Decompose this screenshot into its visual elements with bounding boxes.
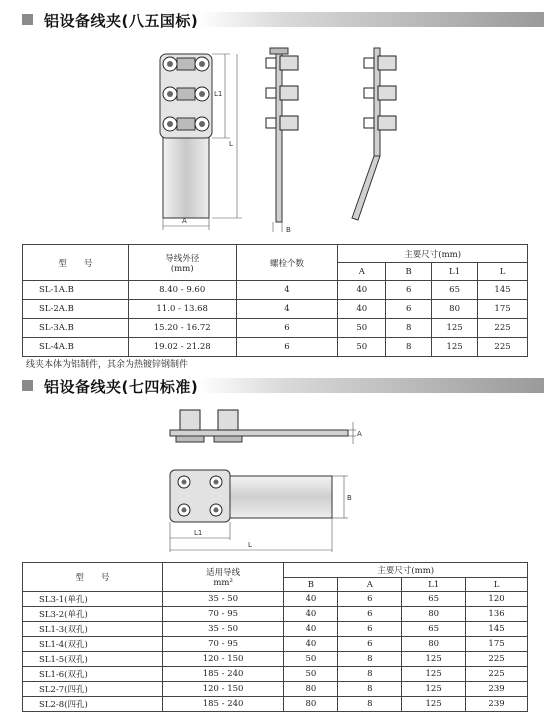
cell-b: 8 — [386, 319, 432, 338]
cell-l: 225 — [466, 652, 528, 667]
table-header-row — [23, 563, 528, 578]
header-wire-label: 导线外径 — [165, 253, 200, 264]
header-wire-unit: mm² — [213, 578, 233, 588]
cell-wire: 19.02 - 21.28 — [128, 338, 236, 357]
section-bullet-icon — [22, 380, 33, 391]
section1-technical-drawing — [130, 34, 420, 242]
dim-label-b: B — [347, 494, 352, 502]
header-l1: L1 — [432, 263, 478, 281]
dim-label-l1: L1 — [214, 90, 223, 98]
cell-b: 6 — [386, 281, 432, 300]
cell-l1: 65 — [432, 281, 478, 300]
cell-model: SL-2A.B — [23, 300, 129, 319]
cell-bolts: 4 — [236, 300, 338, 319]
clamp-front-view — [160, 54, 242, 230]
cell-bolts: 6 — [236, 319, 338, 338]
cell-a: 6 — [338, 622, 402, 637]
cell-a: 8 — [338, 682, 402, 697]
section2-spec-table — [22, 562, 528, 712]
cell-a: 40 — [338, 281, 386, 300]
section-bullet-icon — [22, 14, 33, 25]
section2-technical-drawing — [150, 400, 380, 558]
header-wire-unit: (mm) — [170, 263, 194, 274]
header-main-dims: 主要尺寸(mm) — [284, 563, 528, 578]
dim-label-l: L — [229, 140, 233, 148]
section1-title: 铝设备线夹(八五国标) — [44, 12, 199, 30]
cell-b: 40 — [284, 622, 338, 637]
cell-l1: 125 — [402, 667, 466, 682]
cell-l1: 80 — [432, 300, 478, 319]
cell-wire: 185 - 240 — [162, 697, 284, 712]
cell-wire: 120 - 150 — [162, 652, 284, 667]
cell-a: 6 — [338, 607, 402, 622]
cell-l1: 80 — [402, 637, 466, 652]
dim-label-b: B — [286, 226, 291, 234]
header-b: B — [284, 578, 338, 592]
cell-b: 6 — [386, 300, 432, 319]
section2-header — [8, 374, 544, 398]
dim-label-a: A — [182, 217, 187, 225]
cell-wire: 35 - 50 — [162, 592, 284, 607]
cell-wire: 15.20 - 16.72 — [128, 319, 236, 338]
cell-b: 80 — [284, 682, 338, 697]
dim-label-l: L — [248, 541, 252, 549]
cell-a: 50 — [338, 338, 386, 357]
cell-bolts: 6 — [236, 338, 338, 357]
cell-wire: 120 - 150 — [162, 682, 284, 697]
header-l: L — [466, 578, 528, 592]
cell-wire: 70 - 95 — [162, 637, 284, 652]
cell-model: SL1-3(双孔) — [23, 622, 163, 637]
table-row — [23, 622, 528, 637]
cell-model: SL2-7(四孔) — [23, 682, 163, 697]
clamp-side-view — [266, 48, 298, 234]
table-row — [23, 682, 528, 697]
header-gradient-bar — [198, 12, 544, 27]
table-row — [23, 338, 528, 357]
cell-l: 175 — [466, 637, 528, 652]
cell-b: 40 — [284, 592, 338, 607]
table-row — [23, 319, 528, 338]
section1-header — [8, 8, 544, 32]
cell-model: SL1-6(双孔) — [23, 667, 163, 682]
cell-l1: 125 — [402, 697, 466, 712]
cell-wire: 70 - 95 — [162, 607, 284, 622]
header-wire — [162, 563, 284, 592]
cell-l1: 125 — [432, 338, 478, 357]
cell-wire: 35 - 50 — [162, 622, 284, 637]
cell-model: SL1-4(双孔) — [23, 637, 163, 652]
header-wire-label: 适用导线 — [206, 568, 241, 578]
clamp-bent-view — [352, 48, 396, 220]
cell-l1: 65 — [402, 592, 466, 607]
bolt-group-front — [163, 57, 209, 131]
cell-l: 175 — [478, 300, 528, 319]
cell-b: 8 — [386, 338, 432, 357]
cell-l: 145 — [478, 281, 528, 300]
table-row — [23, 592, 528, 607]
header-l: L — [478, 263, 528, 281]
header-model: 型 号 — [23, 563, 163, 592]
header-a: A — [338, 263, 386, 281]
section2-title: 铝设备线夹(七四标准) — [44, 378, 199, 396]
cell-b: 80 — [284, 697, 338, 712]
dim-label-a: A — [357, 430, 362, 438]
cell-a: 8 — [338, 697, 402, 712]
cell-b: 50 — [284, 652, 338, 667]
section1-spec-table — [22, 244, 528, 357]
cell-a: 50 — [338, 319, 386, 338]
dim-label-l1: L1 — [194, 529, 203, 537]
cell-l1: 125 — [432, 319, 478, 338]
cell-b: 50 — [284, 667, 338, 682]
cell-a: 6 — [338, 592, 402, 607]
cell-b: 40 — [284, 637, 338, 652]
cell-l: 239 — [466, 697, 528, 712]
table-row — [23, 697, 528, 712]
cell-model: SL2-8(四孔) — [23, 697, 163, 712]
header-bolts: 螺栓个数 — [236, 245, 338, 281]
header-a: A — [338, 578, 402, 592]
cell-model: SL3-1(单孔) — [23, 592, 163, 607]
table-row — [23, 667, 528, 682]
header-wire — [128, 245, 236, 281]
cell-model: SL-1A.B — [23, 281, 129, 300]
header-l1: L1 — [402, 578, 466, 592]
cell-wire: 185 - 240 — [162, 667, 284, 682]
cell-l: 239 — [466, 682, 528, 697]
cell-wire: 11.0 - 13.68 — [128, 300, 236, 319]
cell-bolts: 4 — [236, 281, 338, 300]
header-b: B — [386, 263, 432, 281]
cell-b: 40 — [284, 607, 338, 622]
table-row — [23, 607, 528, 622]
cell-wire: 8.40 - 9.60 — [128, 281, 236, 300]
header-main-dims: 主要尺寸(mm) — [338, 245, 528, 263]
cell-l: 225 — [478, 338, 528, 357]
header-model: 型 号 — [23, 245, 129, 281]
cell-l1: 125 — [402, 652, 466, 667]
cell-model: SL1-5(双孔) — [23, 652, 163, 667]
cell-model: SL3-2(单孔) — [23, 607, 163, 622]
cell-model: SL-4A.B — [23, 338, 129, 357]
cell-l: 225 — [466, 667, 528, 682]
clamp-plan-view — [170, 470, 352, 552]
cell-a: 8 — [338, 652, 402, 667]
table-row — [23, 637, 528, 652]
cell-l: 120 — [466, 592, 528, 607]
cell-l: 225 — [478, 319, 528, 338]
clamp-top-view — [170, 410, 362, 444]
cell-model: SL-3A.B — [23, 319, 129, 338]
cell-a: 6 — [338, 637, 402, 652]
table-row — [23, 300, 528, 319]
table-row — [23, 652, 528, 667]
cell-l1: 125 — [402, 682, 466, 697]
cell-a: 40 — [338, 300, 386, 319]
material-note: 线夹本体为铝制件，其余为热镀锌钢制件 — [26, 360, 189, 370]
cell-l: 145 — [466, 622, 528, 637]
cell-a: 8 — [338, 667, 402, 682]
table-header-row — [23, 245, 528, 263]
header-gradient-bar — [198, 378, 544, 393]
cell-l1: 65 — [402, 622, 466, 637]
table-row — [23, 281, 528, 300]
cell-l: 136 — [466, 607, 528, 622]
cell-l1: 80 — [402, 607, 466, 622]
